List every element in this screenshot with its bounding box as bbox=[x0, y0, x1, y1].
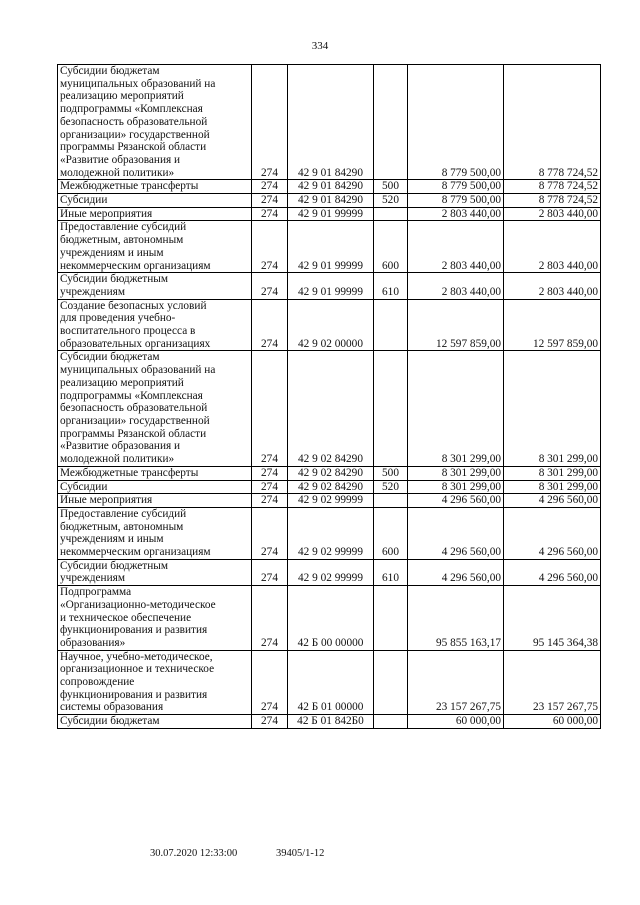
row-name: Субсидии бюджетам муниципальных образований на реализацию мероприятий подпрограммы «Комплексная безопасность образовательной организации» государственной программы Рязанской области «Развитие образования и молодежной политики» bbox=[58, 351, 252, 466]
table-row bbox=[58, 221, 601, 273]
row-vr: 520 bbox=[374, 194, 408, 208]
row-vr bbox=[374, 65, 408, 180]
row-amount-planned: 2 803 440,00 bbox=[408, 273, 504, 299]
row-amount-executed: 4 296 560,00 bbox=[504, 507, 601, 559]
row-amount-planned: 23 157 267,75 bbox=[408, 650, 504, 715]
row-amount-executed: 95 145 364,38 bbox=[504, 586, 601, 651]
row-amount-executed: 8 778 724,52 bbox=[504, 194, 601, 208]
row-vr bbox=[374, 299, 408, 351]
row-amount-planned: 8 301 299,00 bbox=[408, 480, 504, 494]
table-row bbox=[58, 299, 601, 351]
row-vr bbox=[374, 494, 408, 508]
row-ved: 274 bbox=[252, 65, 288, 180]
row-vr: 600 bbox=[374, 221, 408, 273]
row-name: Иные мероприятия bbox=[58, 207, 252, 221]
row-amount-executed: 8 301 299,00 bbox=[504, 351, 601, 466]
row-name: Субсидии bbox=[58, 194, 252, 208]
row-amount-planned: 95 855 163,17 bbox=[408, 586, 504, 651]
row-csr: 42 9 01 99999 bbox=[288, 273, 374, 299]
row-ved: 274 bbox=[252, 559, 288, 585]
row-csr: 42 Б 00 00000 bbox=[288, 586, 374, 651]
row-csr: 42 9 02 84290 bbox=[288, 480, 374, 494]
row-amount-planned: 8 301 299,00 bbox=[408, 466, 504, 480]
row-ved: 274 bbox=[252, 494, 288, 508]
table-row bbox=[58, 507, 601, 559]
row-amount-planned: 8 779 500,00 bbox=[408, 65, 504, 180]
row-amount-executed: 8 778 724,52 bbox=[504, 65, 601, 180]
row-csr: 42 9 02 99999 bbox=[288, 507, 374, 559]
footer-document-code: 39405/1-12 bbox=[276, 848, 325, 859]
table-row bbox=[58, 351, 601, 466]
row-amount-executed: 60 000,00 bbox=[504, 715, 601, 729]
row-amount-executed: 4 296 560,00 bbox=[504, 494, 601, 508]
row-csr: 42 9 02 84290 bbox=[288, 351, 374, 466]
row-vr bbox=[374, 351, 408, 466]
row-csr: 42 9 01 99999 bbox=[288, 221, 374, 273]
row-amount-planned: 4 296 560,00 bbox=[408, 507, 504, 559]
row-name: Иные мероприятия bbox=[58, 494, 252, 508]
row-amount-executed: 8 778 724,52 bbox=[504, 180, 601, 194]
table-row bbox=[58, 559, 601, 585]
row-amount-executed: 2 803 440,00 bbox=[504, 221, 601, 273]
row-ved: 274 bbox=[252, 180, 288, 194]
row-amount-executed: 23 157 267,75 bbox=[504, 650, 601, 715]
table-row bbox=[58, 586, 601, 651]
row-amount-planned: 2 803 440,00 bbox=[408, 207, 504, 221]
row-vr bbox=[374, 715, 408, 729]
row-name: Предоставление субсидий бюджетным, автономным учреждениям и иным некоммерческим организациям bbox=[58, 221, 252, 273]
table-body bbox=[58, 65, 601, 729]
row-ved: 274 bbox=[252, 207, 288, 221]
row-name: Субсидии бюджетам муниципальных образований на реализацию мероприятий подпрограммы «Комплексная безопасность образовательной организации» государственной программы Рязанской области «Развитие образования и молодежной политики» bbox=[58, 65, 252, 180]
row-ved: 274 bbox=[252, 273, 288, 299]
row-vr bbox=[374, 650, 408, 715]
budget-table bbox=[57, 64, 601, 729]
row-csr: 42 9 01 84290 bbox=[288, 180, 374, 194]
row-ved: 274 bbox=[252, 715, 288, 729]
row-amount-planned: 4 296 560,00 bbox=[408, 494, 504, 508]
row-amount-planned: 8 301 299,00 bbox=[408, 351, 504, 466]
row-name: Субсидии бюджетам bbox=[58, 715, 252, 729]
row-csr: 42 9 02 00000 bbox=[288, 299, 374, 351]
row-ved: 274 bbox=[252, 299, 288, 351]
table-row bbox=[58, 207, 601, 221]
table-row bbox=[58, 715, 601, 729]
row-ved: 274 bbox=[252, 507, 288, 559]
row-vr bbox=[374, 207, 408, 221]
row-vr: 600 bbox=[374, 507, 408, 559]
row-name: Создание безопасных условий для проведения учебно- воспитательного процесса в образовательных организациях bbox=[58, 299, 252, 351]
row-csr: 42 9 01 84290 bbox=[288, 194, 374, 208]
row-name: Субсидии bbox=[58, 480, 252, 494]
row-amount-executed: 2 803 440,00 bbox=[504, 207, 601, 221]
row-csr: 42 9 02 99999 bbox=[288, 494, 374, 508]
row-name: Межбюджетные трансферты bbox=[58, 180, 252, 194]
row-amount-executed: 12 597 859,00 bbox=[504, 299, 601, 351]
row-amount-executed: 8 301 299,00 bbox=[504, 466, 601, 480]
row-amount-executed: 4 296 560,00 bbox=[504, 559, 601, 585]
table-row bbox=[58, 650, 601, 715]
row-vr: 520 bbox=[374, 480, 408, 494]
row-vr: 610 bbox=[374, 273, 408, 299]
row-amount-planned: 8 779 500,00 bbox=[408, 180, 504, 194]
row-ved: 274 bbox=[252, 351, 288, 466]
row-csr: 42 9 02 84290 bbox=[288, 466, 374, 480]
row-csr: 42 Б 01 842Б0 bbox=[288, 715, 374, 729]
row-ved: 274 bbox=[252, 466, 288, 480]
row-amount-executed: 2 803 440,00 bbox=[504, 273, 601, 299]
row-name: Субсидии бюджетным учреждениям bbox=[58, 273, 252, 299]
table-row bbox=[58, 194, 601, 208]
row-vr: 500 bbox=[374, 180, 408, 194]
row-name: Межбюджетные трансферты bbox=[58, 466, 252, 480]
footer-date: 30.07.2020 12:33:00 bbox=[150, 848, 238, 859]
table-row bbox=[58, 466, 601, 480]
row-amount-planned: 12 597 859,00 bbox=[408, 299, 504, 351]
row-name: Предоставление субсидий бюджетным, автономным учреждениям и иным некоммерческим организациям bbox=[58, 507, 252, 559]
table-row bbox=[58, 273, 601, 299]
page-number: 334 bbox=[311, 40, 329, 52]
row-amount-planned: 60 000,00 bbox=[408, 715, 504, 729]
row-name: Подпрограмма «Организационно-методическое и техническое обеспечение функционирования и развития образования» bbox=[58, 586, 252, 651]
row-ved: 274 bbox=[252, 650, 288, 715]
row-amount-planned: 8 779 500,00 bbox=[408, 194, 504, 208]
row-csr: 42 Б 01 00000 bbox=[288, 650, 374, 715]
row-csr: 42 9 01 84290 bbox=[288, 65, 374, 180]
row-ved: 274 bbox=[252, 480, 288, 494]
row-ved: 274 bbox=[252, 194, 288, 208]
row-csr: 42 9 01 99999 bbox=[288, 207, 374, 221]
row-ved: 274 bbox=[252, 221, 288, 273]
table-row bbox=[58, 494, 601, 508]
table-row bbox=[58, 65, 601, 180]
row-name: Научное, учебно-методическое, организационное и техническое сопровождение функционирования и развития системы образования bbox=[58, 650, 252, 715]
row-name: Субсидии бюджетным учреждениям bbox=[58, 559, 252, 585]
table-row bbox=[58, 180, 601, 194]
row-ved: 274 bbox=[252, 586, 288, 651]
row-csr: 42 9 02 99999 bbox=[288, 559, 374, 585]
row-amount-planned: 2 803 440,00 bbox=[408, 221, 504, 273]
row-vr: 610 bbox=[374, 559, 408, 585]
row-vr: 500 bbox=[374, 466, 408, 480]
row-vr bbox=[374, 586, 408, 651]
row-amount-executed: 8 301 299,00 bbox=[504, 480, 601, 494]
table-row bbox=[58, 480, 601, 494]
row-amount-planned: 4 296 560,00 bbox=[408, 559, 504, 585]
